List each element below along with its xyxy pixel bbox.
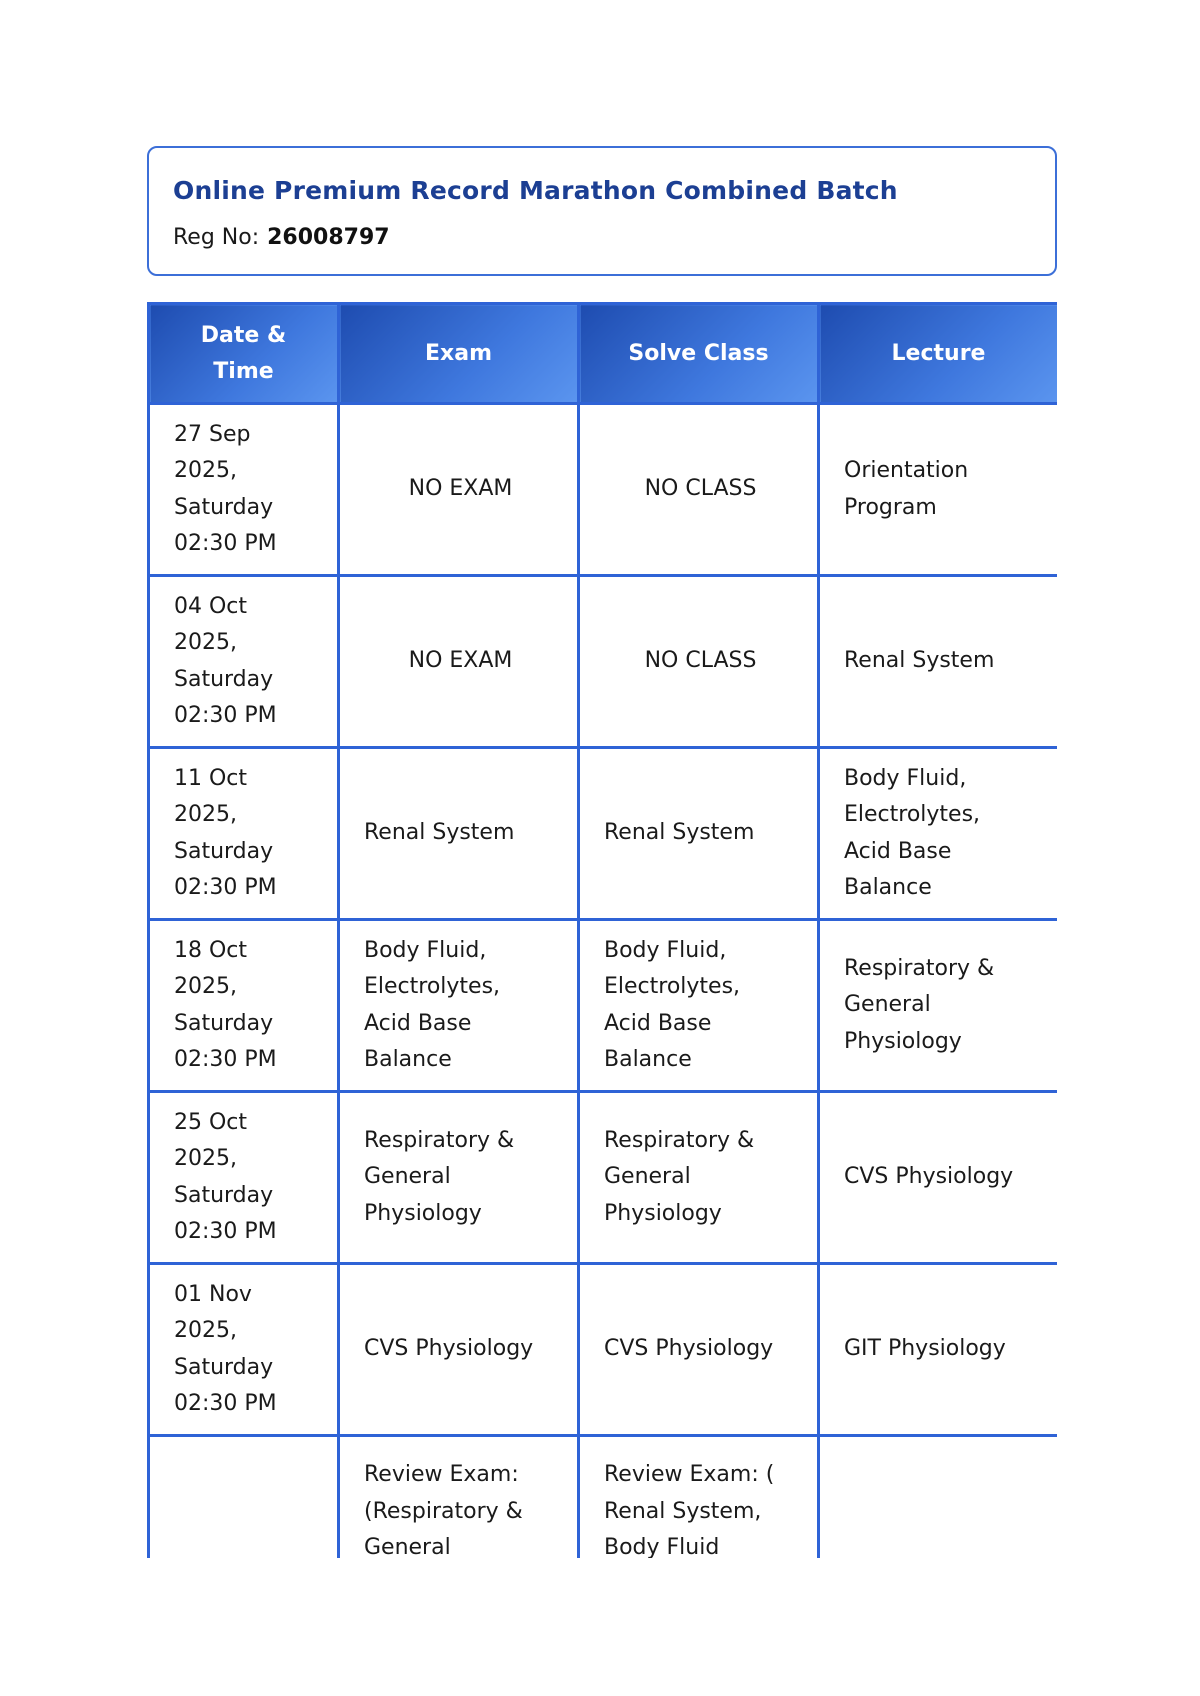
- exam-cell: CVS Physiology: [339, 1264, 579, 1436]
- lecture-cell: CVS Physiology: [819, 1092, 1058, 1264]
- exam-cell: Body Fluid, Electrolytes, Acid Base Balance: [339, 920, 579, 1092]
- table-row: [149, 1092, 1058, 1264]
- exam-cell: Review Exam: (Respiratory & General: [339, 1436, 579, 1559]
- lecture-cell: Renal System: [819, 576, 1058, 748]
- solve-class-cell: NO CLASS: [579, 404, 819, 576]
- batch-info-card: [147, 146, 1057, 276]
- date-cell: 11 Oct 2025, Saturday 02:30 PM: [149, 748, 339, 920]
- exam-cell: Respiratory & General Physiology: [339, 1092, 579, 1264]
- table-row: [149, 748, 1058, 920]
- exam-cell: NO EXAM: [339, 576, 579, 748]
- schedule-table-container: [147, 302, 1057, 1558]
- date-cell: 27 Sep 2025, Saturday 02:30 PM: [149, 404, 339, 576]
- batch-title: Online Premium Record Marathon Combined Batch: [173, 176, 898, 205]
- schedule-table: [147, 302, 1057, 1558]
- solve-class-cell: Renal System: [579, 748, 819, 920]
- table-row: [149, 404, 1058, 576]
- table-row: [149, 576, 1058, 748]
- date-cell: 25 Oct 2025, Saturday 02:30 PM: [149, 1092, 339, 1264]
- solve-class-cell: CVS Physiology: [579, 1264, 819, 1436]
- table-row: [149, 1436, 1058, 1559]
- reg-label: Reg No:: [173, 225, 260, 250]
- date-cell: [149, 1436, 339, 1559]
- reg-number: 26008797: [267, 225, 390, 250]
- lecture-cell: Body Fluid, Electrolytes, Acid Base Balance: [819, 748, 1058, 920]
- exam-cell: Renal System: [339, 748, 579, 920]
- lecture-cell: [819, 1436, 1058, 1559]
- column-header-lecture: Lecture: [819, 304, 1058, 404]
- exam-cell: NO EXAM: [339, 404, 579, 576]
- lecture-cell: Respiratory & General Physiology: [819, 920, 1058, 1092]
- table-row: [149, 1264, 1058, 1436]
- column-header-date-time: Date & Time: [149, 304, 339, 404]
- solve-class-cell: NO CLASS: [579, 576, 819, 748]
- date-cell: 18 Oct 2025, Saturday 02:30 PM: [149, 920, 339, 1092]
- solve-class-cell: Respiratory & General Physiology: [579, 1092, 819, 1264]
- column-header-exam: Exam: [339, 304, 579, 404]
- solve-class-cell: Body Fluid, Electrolytes, Acid Base Balance: [579, 920, 819, 1092]
- solve-class-cell: Review Exam: ( Renal System, Body Fluid: [579, 1436, 819, 1559]
- table-header-row: [149, 304, 1058, 404]
- date-cell: 01 Nov 2025, Saturday 02:30 PM: [149, 1264, 339, 1436]
- table-row: [149, 920, 1058, 1092]
- registration-line: [173, 227, 1031, 249]
- lecture-cell: Orientation Program: [819, 404, 1058, 576]
- date-cell: 04 Oct 2025, Saturday 02:30 PM: [149, 576, 339, 748]
- lecture-cell: GIT Physiology: [819, 1264, 1058, 1436]
- column-header-solve-class: Solve Class: [579, 304, 819, 404]
